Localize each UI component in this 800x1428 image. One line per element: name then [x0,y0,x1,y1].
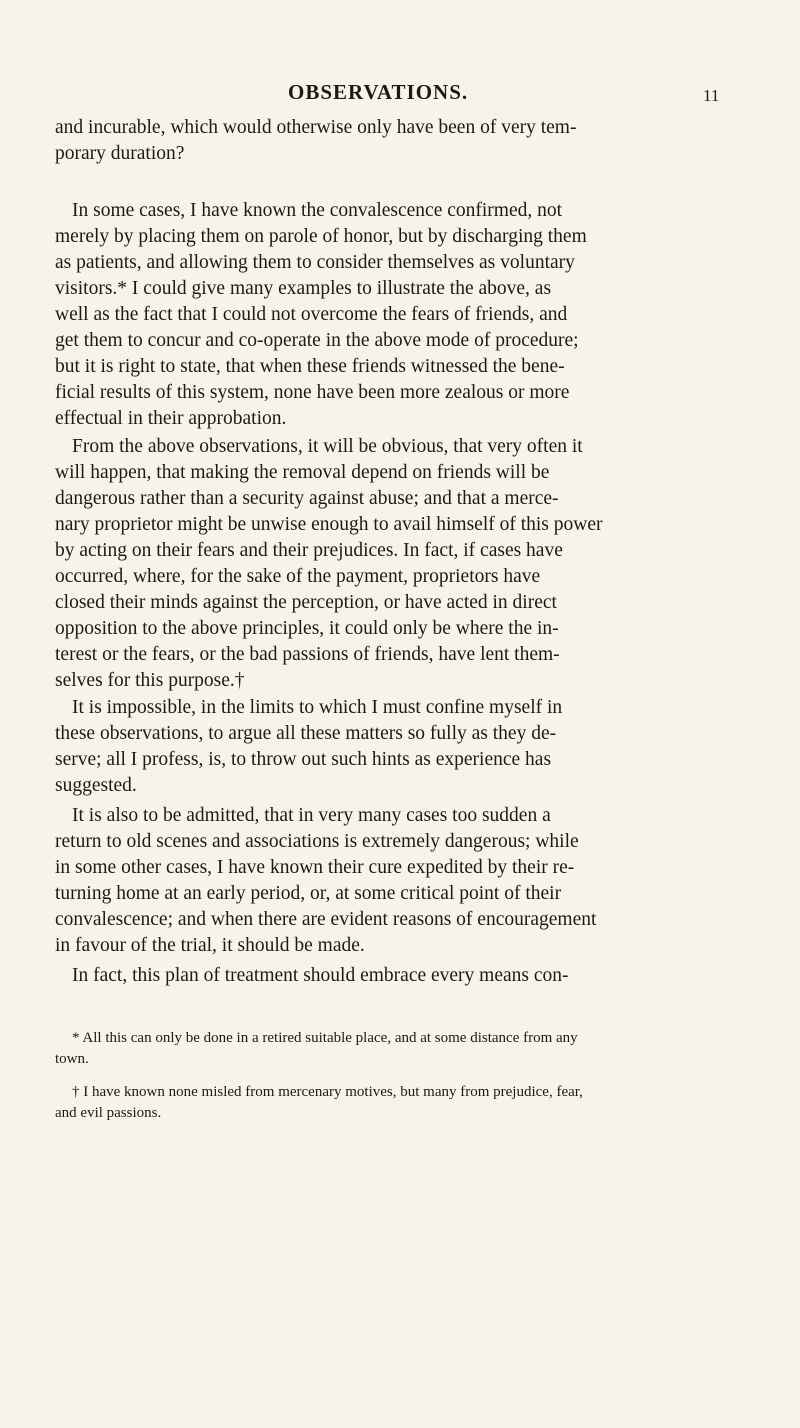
running-title: OBSERVATIONS. [288,80,469,104]
paragraph-6 [55,963,755,989]
text-line: as patients, and allowing them to consider themselves as voluntary [55,252,575,273]
text-line: suggested. [55,775,137,796]
page-number: 11 [703,86,720,105]
paragraph-3 [55,434,755,694]
text-line: but it is right to state, that when these friends witnessed the bene- [55,356,565,377]
text-line: return to old scenes and associations is extremely dangerous; while [55,831,579,852]
text-line: convalescence; and when there are evident reasons of encouragement [55,909,597,930]
text-line: these observations, to argue all these matters so fully as they de- [55,723,557,744]
text-line: will happen, that making the removal depend on friends will be [55,462,550,483]
text-line: selves for this purpose.† [55,670,245,691]
text-line: dangerous rather than a security against abuse; and that a merce- [55,488,559,509]
text-line: ficial results of this system, none have been more zealous or more [55,382,570,403]
text-line: In some cases, I have known the convalescence confirmed, not [72,200,563,221]
paragraph-2 [55,198,755,432]
footnote-gap [55,1070,755,1082]
text-line: get them to concur and co-operate in the above mode of procedure; [55,330,579,351]
text-line: It is also to be admitted, that in very many cases too sudden a [72,805,551,826]
text-line: terest or the fears, or the bad passions of friends, have lent them- [55,644,560,665]
paragraph-5 [55,803,755,959]
text-line: It is impossible, in the limits to which I must confine myself in [72,697,563,718]
text-line: occurred, where, for the sake of the payment, proprietors have [55,566,541,587]
footnotes [55,1028,755,1124]
paragraph-4 [55,695,755,799]
footnote-line: † I have known none misled from mercenary motives, but many from prejudice, fear, [72,1084,583,1100]
paragraph-1 [55,115,755,167]
text-line: nary proprietor might be unwise enough to avail himself of this power [55,514,603,535]
text-line: in favour of the trial, it should be made. [55,935,365,956]
footnote-asterisk [55,1028,755,1070]
running-head [0,80,800,110]
text-line: In fact, this plan of treatment should embrace every means con- [72,965,569,986]
text-line: turning home at an early period, or, at some critical point of their [55,883,562,904]
text-line: and incurable, which would otherwise only have been of very tem- [55,117,577,138]
text-line: opposition to the above principles, it could only be where the in- [55,618,559,639]
text-line: porary duration? [55,143,185,164]
footnote-line: and evil passions. [55,1105,162,1121]
footnote-line: * All this can only be done in a retired suitable place, and at some distance from any [72,1030,578,1046]
text-line: visitors.* I could give many examples to illustrate the above, as [55,278,552,299]
text-line: merely by placing them on parole of honor, but by discharging them [55,226,587,247]
text-line: well as the fact that I could not overcome the fears of friends, and [55,304,568,325]
text-line: From the above observations, it will be obvious, that very often it [72,436,583,457]
footnote-dagger [55,1082,755,1124]
text-line: in some other cases, I have known their cure expedited by their re- [55,857,575,878]
footnote-line: town. [55,1051,89,1067]
text-line: closed their minds against the perception, or have acted in direct [55,592,557,613]
text-line: by acting on their fears and their prejudices. In fact, if cases have [55,540,563,561]
text-line: effectual in their approbation. [55,408,287,429]
text-line: serve; all I profess, is, to throw out such hints as experience has [55,749,552,770]
